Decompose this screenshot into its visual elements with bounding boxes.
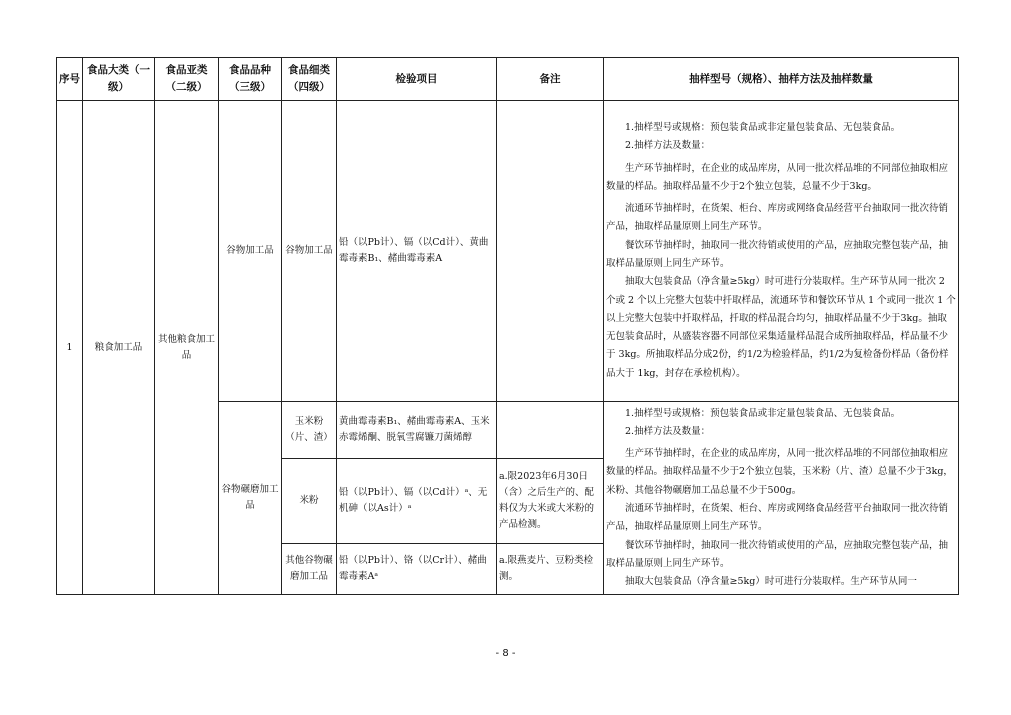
method-line: 餐饮环节抽样时，抽取同一批次待销或使用的产品，应抽取完整包装产品，抽取样品量原则上同生产环节。 (606, 539, 949, 569)
notes-cell: a.限2023年6月30日（含）之后生产的、配料仅为大米或大米粉的产品检测。 (497, 459, 604, 544)
header-cat2: 食品亚类（二级） (155, 58, 219, 101)
page-number: - 8 - (495, 648, 516, 659)
method-line: 餐饮环节抽样时，抽取同一批次待销或使用的产品，应抽取完整包装产品，抽取样品量原则上同生产环节。 (606, 239, 949, 269)
method-line: 流通环节抽样时，在货架、柜台、库房或网络食品经营平台抽取同一批次待销产品，抽取样品量原则上同生产环节。 (606, 503, 949, 533)
items-cell: 黄曲霉毒素B₁、赭曲霉毒素A、玉米赤霉烯酮、脱氧雪腐镰刀菌烯醇 (337, 402, 497, 459)
table-row (57, 101, 959, 402)
notes-cell (497, 402, 604, 459)
cat3-cell: 谷物加工品 (219, 101, 282, 402)
cat2-cell: 其他粮食加工品 (155, 101, 219, 595)
method-cell (604, 101, 959, 402)
method-line: 1.抽样型号或规格：预包装食品或非定量包装食品、无包装食品。 (625, 121, 901, 133)
seq-cell: 1 (57, 101, 83, 595)
header-cat4: 食品细类（四级） (282, 58, 337, 101)
cat4-cell: 米粉 (282, 459, 337, 544)
cat4-cell: 其他谷物碾磨加工品 (282, 544, 337, 595)
header-method: 抽样型号（规格）、抽样方法及抽样数量 (604, 58, 959, 101)
header-notes: 备注 (497, 58, 604, 101)
method-line: 生产环节抽样时，在企业的成品库房，从同一批次样品堆的不同部位抽取相应数量的样品。抽取样品量不少于2个独立包装，玉米粉（片、渣）总量不少于3kg，米粉、其他谷物碾磨加工品总量不少于500g。 (606, 448, 953, 496)
cat1-cell: 粮食加工品 (83, 101, 155, 595)
method-line: 2.抽样方法及数量： (625, 425, 711, 437)
method-line: 抽取大包装食品（净含量≥5kg）时可进行分装取样。生产环节从同一 (625, 576, 917, 588)
items-cell: 铅（以Pb计）、镉（以Cd计）、黄曲霉毒素B₁、赭曲霉毒素A (337, 101, 497, 402)
method-cell (604, 402, 959, 595)
cat4-cell: 玉米粉（片、渣） (282, 402, 337, 459)
header-cat1: 食品大类（一级） (83, 58, 155, 101)
method-line: 流通环节抽样时，在货架、柜台、库房或网络食品经营平台抽取同一批次待销产品，抽取样品量原则上同生产环节。 (606, 203, 949, 233)
header-cat3: 食品品种（三级） (219, 58, 282, 101)
method-line: 1.抽样型号或规格：预包装食品或非定量包装食品、无包装食品。 (625, 407, 901, 419)
items-cell: 铅（以Pb计）、铬（以Cr计）、赭曲霉毒素Aᵃ (337, 544, 497, 595)
notes-cell (497, 101, 604, 402)
header-seq: 序号 (57, 58, 83, 101)
method-line: 抽取大包装食品（净含量≥5kg）时可进行分装取样。生产环节从同一批次 2 个或 2 个以上完整大包装中扦取样品，流通环节和餐饮环节从 1 个或同一批次 1 个以上完整大包装中扦取样品，扦取的样品混合均匀，抽取样品量不少于3kg。抽取无包装食品时，从盛装容器不同部位采集适量样品混合成所抽取样品，样品量不少于 3kg。所抽取样品分成2份，约1/2为检验样品，约1/2为复检备份样品（备份样品大于 1kg，封存在承检机构）。 (606, 276, 956, 379)
cat4-cell: 谷物加工品 (282, 101, 337, 402)
header-row (57, 58, 959, 101)
method-line: 生产环节抽样时，在企业的成品库房，从同一批次样品堆的不同部位抽取相应数量的样品。抽取样品量不少于2个独立包装，总量不少于3kg。 (606, 162, 949, 192)
header-items: 检验项目 (337, 58, 497, 101)
sampling-table (56, 57, 959, 595)
method-line: 2.抽样方法及数量： (625, 140, 711, 152)
notes-cell: a.限燕麦片、豆粉类检测。 (497, 544, 604, 595)
cat3-cell: 谷物碾磨加工品 (219, 402, 282, 595)
items-cell: 铅（以Pb计）、镉（以Cd计）ᵃ、无机砷（以As计）ᵃ (337, 459, 497, 544)
